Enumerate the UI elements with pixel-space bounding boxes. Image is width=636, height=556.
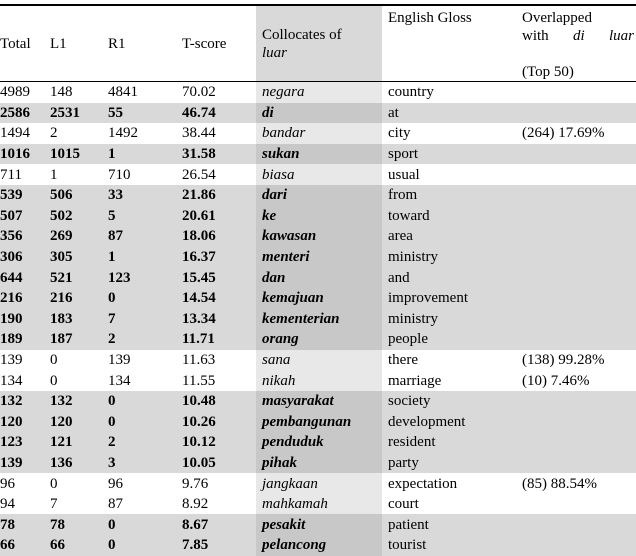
- cell-t-score: 10.12: [176, 432, 256, 453]
- cell-gloss: development: [382, 412, 516, 433]
- cell-r1: 710: [108, 166, 131, 183]
- cell-collocate: di: [256, 103, 382, 124]
- table-row: [0, 82, 636, 103]
- cell-l1: 2531: [44, 103, 102, 124]
- cell-gloss: and: [382, 267, 516, 288]
- cell-gloss: there: [388, 352, 418, 369]
- cell-l1: 0: [50, 475, 58, 492]
- header-overlapped: [516, 5, 636, 82]
- cell-l1: 7: [50, 496, 58, 513]
- cell-gloss: party: [382, 453, 516, 474]
- cell-r1: 55: [102, 103, 176, 124]
- cell-overlapped: [516, 535, 636, 556]
- cell-gloss: society: [382, 391, 516, 412]
- cell-overlapped: (264) 17.69%: [522, 125, 605, 142]
- collocates-table: [0, 4, 636, 556]
- table-row: [0, 144, 636, 165]
- cell-l1: 506: [44, 185, 102, 206]
- cell-gloss: sport: [382, 144, 516, 165]
- cell-overlapped: [516, 82, 636, 103]
- table-row: [0, 350, 636, 371]
- cell-overlapped: [516, 453, 636, 474]
- cell-total: 644: [0, 267, 44, 288]
- cell-collocate: dan: [256, 267, 382, 288]
- cell-l1: 269: [44, 226, 102, 247]
- cell-collocate: masyarakat: [256, 391, 382, 412]
- table-row: [0, 535, 636, 556]
- cell-total: 507: [0, 206, 44, 227]
- cell-t-score: 14.54: [176, 288, 256, 309]
- cell-l1: 121: [44, 432, 102, 453]
- cell-t-score: 8.92: [182, 496, 209, 513]
- cell-collocate: pihak: [256, 453, 382, 474]
- cell-l1: 0: [50, 352, 58, 369]
- cell-l1: 66: [44, 535, 102, 556]
- cell-r1: 5: [102, 206, 176, 227]
- cell-r1: 0: [102, 288, 176, 309]
- header-overlapped-line2: [522, 27, 634, 45]
- cell-t-score: 10.26: [176, 412, 256, 433]
- table-row: [0, 514, 636, 535]
- cell-t-score: 26.54: [182, 166, 216, 183]
- table-row: [0, 185, 636, 206]
- table-row: [0, 412, 636, 433]
- table-row: [0, 206, 636, 227]
- header-collocates-line1: Collocates of: [262, 26, 342, 43]
- cell-l1: 136: [44, 453, 102, 474]
- cell-collocate: pelancong: [256, 535, 382, 556]
- cell-l1: 502: [44, 206, 102, 227]
- cell-gloss: ministry: [382, 247, 516, 268]
- cell-collocate: nikah: [256, 370, 382, 391]
- table-row: [0, 473, 636, 494]
- cell-collocate: sana: [256, 350, 382, 371]
- cell-gloss: country: [388, 84, 434, 101]
- cell-overlapped: [516, 206, 636, 227]
- cell-gloss: patient: [382, 514, 516, 535]
- cell-collocate: kawasan: [256, 226, 382, 247]
- cell-total: 216: [0, 288, 44, 309]
- cell-overlapped: [516, 226, 636, 247]
- cell-overlapped: [516, 185, 636, 206]
- cell-collocate: dari: [256, 185, 382, 206]
- cell-t-score: 38.44: [182, 125, 216, 142]
- cell-r1: 139: [108, 352, 131, 369]
- cell-r1: 0: [102, 391, 176, 412]
- cell-r1: 123: [102, 267, 176, 288]
- table-row: [0, 247, 636, 268]
- cell-t-score: 10.48: [176, 391, 256, 412]
- cell-gloss: usual: [388, 166, 420, 183]
- cell-l1: 183: [44, 309, 102, 330]
- cell-gloss: toward: [382, 206, 516, 227]
- cell-r1: 0: [102, 535, 176, 556]
- header-total: Total: [0, 35, 31, 52]
- cell-t-score: 31.58: [176, 144, 256, 165]
- cell-gloss: court: [388, 496, 419, 513]
- cell-gloss: at: [382, 103, 516, 124]
- cell-total: 139: [0, 453, 44, 474]
- cell-gloss: people: [382, 329, 516, 350]
- cell-r1: 96: [108, 475, 123, 492]
- cell-overlapped: [516, 144, 636, 165]
- cell-t-score: 7.85: [176, 535, 256, 556]
- table-row: [0, 432, 636, 453]
- cell-t-score: 11.55: [182, 372, 216, 389]
- cell-overlapped: [516, 267, 636, 288]
- table-row: [0, 164, 636, 185]
- header-overlapped-line3: (Top 50): [522, 64, 574, 80]
- cell-t-score: 13.34: [176, 309, 256, 330]
- table-row: [0, 267, 636, 288]
- cell-l1: 1015: [44, 144, 102, 165]
- cell-t-score: 10.05: [176, 453, 256, 474]
- cell-l1: 120: [44, 412, 102, 433]
- cell-collocate: orang: [256, 329, 382, 350]
- cell-total: 96: [0, 475, 15, 492]
- cell-l1: 0: [50, 372, 58, 389]
- table-row: [0, 309, 636, 330]
- table-row: [0, 329, 636, 350]
- table-row: [0, 288, 636, 309]
- cell-t-score: 16.37: [176, 247, 256, 268]
- cell-r1: 0: [102, 514, 176, 535]
- cell-total: 356: [0, 226, 44, 247]
- cell-r1: 0: [102, 412, 176, 433]
- cell-gloss: city: [388, 125, 411, 142]
- cell-t-score: 15.45: [176, 267, 256, 288]
- cell-r1: 3: [102, 453, 176, 474]
- header-r1: R1: [108, 35, 126, 52]
- cell-collocate: sukan: [256, 144, 382, 165]
- cell-r1: 4841: [108, 84, 138, 101]
- table-row: [0, 226, 636, 247]
- cell-overlapped: [516, 164, 636, 185]
- header-overlapped-luar: luar: [608, 28, 634, 44]
- table-row: [0, 494, 636, 515]
- cell-total: 190: [0, 309, 44, 330]
- header-collocates: [256, 5, 382, 82]
- cell-gloss: marriage: [388, 372, 442, 389]
- cell-collocate: pembangunan: [256, 412, 382, 433]
- cell-collocate: bandar: [256, 123, 382, 144]
- cell-gloss: ministry: [382, 309, 516, 330]
- cell-gloss: tourist: [382, 535, 516, 556]
- cell-total: 94: [0, 496, 15, 513]
- cell-total: 1494: [0, 125, 30, 142]
- cell-collocate: penduduk: [256, 432, 382, 453]
- cell-total: 132: [0, 391, 44, 412]
- cell-overlapped: [516, 432, 636, 453]
- cell-total: 711: [0, 166, 22, 183]
- cell-overlapped: [516, 329, 636, 350]
- cell-t-score: 20.61: [176, 206, 256, 227]
- table-row: [0, 123, 636, 144]
- cell-total: 134: [0, 372, 23, 389]
- cell-overlapped: [516, 514, 636, 535]
- cell-overlapped: [516, 288, 636, 309]
- cell-r1: 87: [102, 226, 176, 247]
- cell-overlapped: [516, 247, 636, 268]
- cell-t-score: 21.86: [176, 185, 256, 206]
- table-row: [0, 453, 636, 474]
- cell-l1: 216: [44, 288, 102, 309]
- header-overlapped-with: with: [522, 28, 549, 44]
- cell-total: 2586: [0, 103, 44, 124]
- cell-l1: 148: [50, 84, 73, 101]
- cell-r1: 1: [102, 247, 176, 268]
- cell-r1: 2: [102, 432, 176, 453]
- cell-collocate: pesakit: [256, 514, 382, 535]
- table-row: [0, 103, 636, 124]
- cell-r1: 33: [102, 185, 176, 206]
- cell-gloss: area: [382, 226, 516, 247]
- cell-total: 78: [0, 514, 44, 535]
- table-body: [0, 82, 636, 556]
- cell-collocate: menteri: [256, 247, 382, 268]
- cell-collocate: mahkamah: [256, 494, 382, 515]
- cell-r1: 2: [102, 329, 176, 350]
- cell-t-score: 46.74: [176, 103, 256, 124]
- cell-l1: 187: [44, 329, 102, 350]
- cell-total: 1016: [0, 144, 44, 165]
- cell-collocate: negara: [256, 82, 382, 103]
- table-row: [0, 370, 636, 391]
- cell-total: 189: [0, 329, 44, 350]
- cell-t-score: 18.06: [176, 226, 256, 247]
- cell-total: 123: [0, 432, 44, 453]
- cell-overlapped: (138) 99.28%: [522, 352, 605, 369]
- cell-overlapped: (10) 7.46%: [522, 372, 590, 389]
- cell-l1: 132: [44, 391, 102, 412]
- header-t-score: T-score: [182, 35, 227, 52]
- cell-t-score: 11.63: [182, 352, 216, 369]
- cell-t-score: 9.76: [182, 475, 209, 492]
- cell-r1: 1492: [108, 125, 138, 142]
- cell-t-score: 11.71: [176, 329, 256, 350]
- cell-r1: 1: [102, 144, 176, 165]
- cell-total: 66: [0, 535, 44, 556]
- cell-r1: 87: [108, 496, 123, 513]
- cell-overlapped: [516, 391, 636, 412]
- cell-collocate: biasa: [256, 164, 382, 185]
- cell-l1: 2: [50, 125, 58, 142]
- cell-l1: 78: [44, 514, 102, 535]
- cell-l1: 1: [50, 166, 58, 183]
- cell-t-score: 8.67: [176, 514, 256, 535]
- cell-gloss: improvement: [382, 288, 516, 309]
- header-row: [0, 5, 636, 82]
- cell-gloss: resident: [382, 432, 516, 453]
- cell-total: 306: [0, 247, 44, 268]
- cell-gloss: from: [382, 185, 516, 206]
- header-collocates-word: luar: [262, 44, 288, 61]
- cell-collocate: kementerian: [256, 309, 382, 330]
- cell-l1: 305: [44, 247, 102, 268]
- cell-total: 120: [0, 412, 44, 433]
- cell-total: 139: [0, 352, 23, 369]
- cell-l1: 521: [44, 267, 102, 288]
- cell-collocate: jangkaan: [256, 473, 382, 494]
- cell-gloss: expectation: [388, 475, 458, 492]
- header-overlapped-di: di: [572, 28, 585, 44]
- header-l1: L1: [50, 35, 67, 52]
- cell-overlapped: [516, 103, 636, 124]
- cell-collocate: kemajuan: [256, 288, 382, 309]
- cell-overlapped: [516, 412, 636, 433]
- cell-overlapped: [516, 309, 636, 330]
- cell-t-score: 70.02: [182, 84, 216, 101]
- header-english-gloss: English Gloss: [388, 10, 472, 26]
- cell-overlapped: [516, 494, 636, 515]
- cell-r1: 134: [108, 372, 131, 389]
- table-row: [0, 391, 636, 412]
- cell-overlapped: (85) 88.54%: [522, 475, 597, 492]
- cell-total: 4989: [0, 84, 30, 101]
- cell-collocate: ke: [256, 206, 382, 227]
- cell-total: 539: [0, 185, 44, 206]
- table-container: [0, 4, 636, 556]
- header-overlapped-line1: Overlapped: [522, 10, 592, 26]
- cell-r1: 7: [102, 309, 176, 330]
